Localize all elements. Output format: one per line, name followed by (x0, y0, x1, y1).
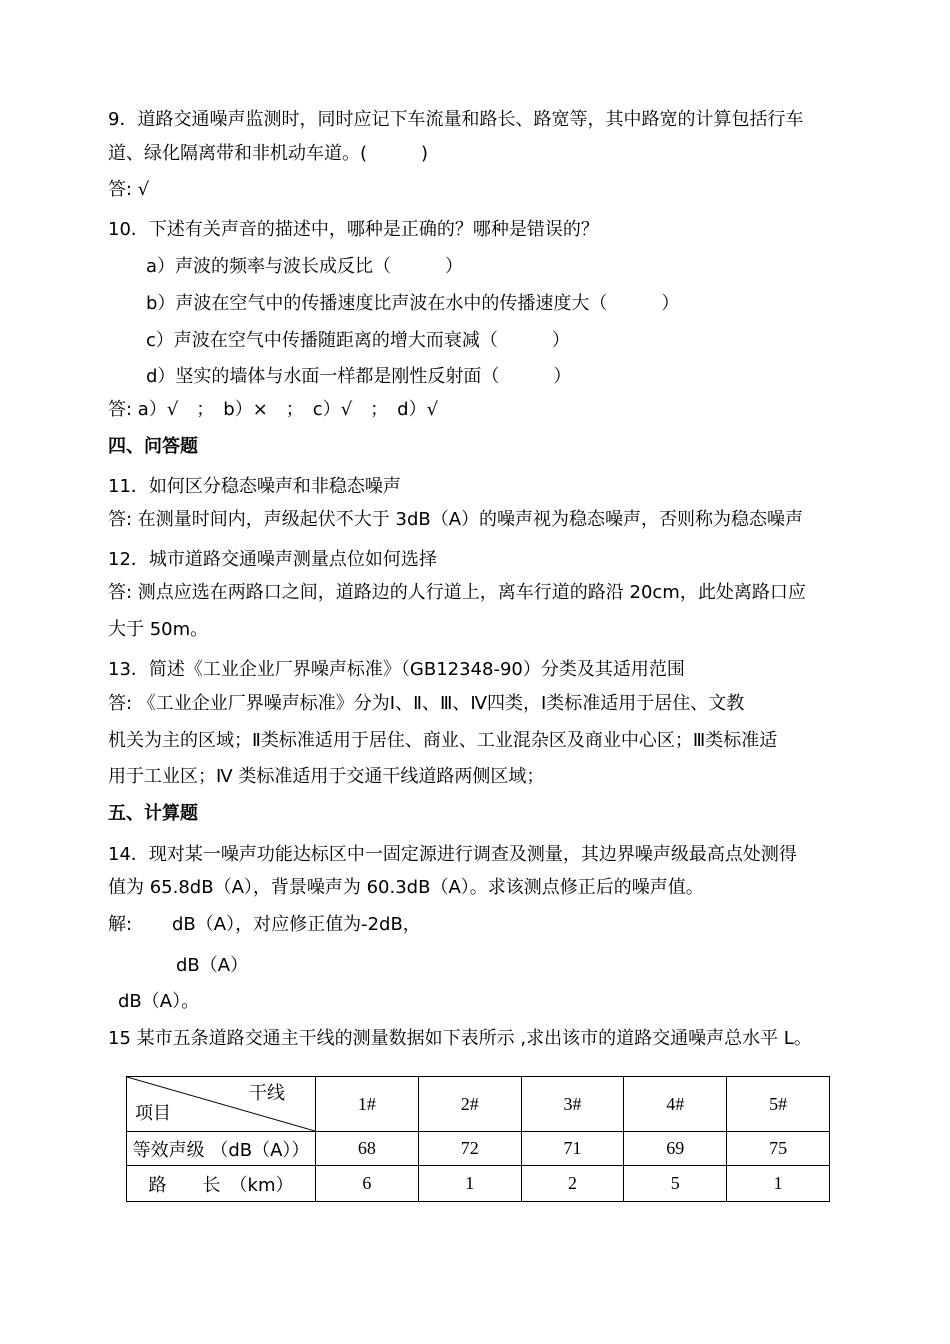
q14-solution-step2: dB（A） (176, 955, 249, 976)
section-heading-4: 四、问答题 (108, 436, 198, 457)
column-header: 4# (624, 1077, 727, 1132)
q12-question: 12．城市道路交通噪声测量点位如何选择 (108, 549, 437, 570)
q14-solution-label: 解: (108, 914, 133, 935)
table-cell: 72 (418, 1132, 521, 1166)
table-row (127, 1132, 830, 1166)
q10-question: 10．下述有关声音的描述中，哪种是正确的？哪种是错误的？ (108, 219, 599, 240)
table-cell: 2 (521, 1166, 624, 1202)
q10-option-b: b）声波在空气中的传播速度比声波在水中的传播速度大（ ） (146, 293, 680, 314)
q10-option-c: c）声波在空气中传播随距离的增大而衰减（ ） (146, 330, 570, 351)
q14-solution-step1: dB（A），对应修正值为-2dB， (172, 914, 421, 935)
q13-answer-line1: 答: 《工业企业厂界噪声标准》分为Ⅰ、Ⅱ、Ⅲ、Ⅳ四类，Ⅰ类标准适用于居住、文教 (108, 693, 745, 714)
q10-option-a: a）声波的频率与波长成反比（ ） (146, 256, 464, 277)
row-label: 等效声级 （dB（A）） (127, 1132, 316, 1166)
column-header: 5# (727, 1077, 830, 1132)
table-corner-cell (127, 1077, 316, 1132)
table-cell: 69 (624, 1132, 727, 1166)
table-cell: 1 (418, 1166, 521, 1202)
q9-line2: 道、绿化隔离带和非机动车道。( ) (108, 143, 429, 164)
road-noise-table (126, 1076, 830, 1202)
table-cell: 68 (316, 1132, 419, 1166)
q14-line1: 14．现对某一噪声功能达标区中一固定源进行调查及测量，其边界噪声级最高点处测得 (108, 844, 797, 865)
table-cell: 6 (316, 1166, 419, 1202)
q9-line1: 9．道路交通噪声监测时，同时应记下车流量和路长、路宽等，其中路宽的计算包括行车 (108, 109, 804, 130)
table-row (127, 1166, 830, 1202)
q13-question: 13．简述《工业企业厂界噪声标准》（GB12348-90）分类及其适用范围 (108, 659, 685, 680)
q13-answer-line3: 用于工业区；Ⅳ 类标准适用于交通干线道路两侧区域； (108, 766, 545, 787)
table-header-row (127, 1077, 830, 1132)
header-trunk-label: 干线 (249, 1083, 285, 1104)
header-item-label: 项目 (135, 1103, 171, 1124)
table-cell: 5 (624, 1166, 727, 1202)
column-header: 1# (316, 1077, 419, 1132)
column-header: 3# (521, 1077, 624, 1132)
table-cell: 71 (521, 1132, 624, 1166)
q11-question: 11．如何区分稳态噪声和非稳态噪声 (108, 476, 401, 497)
q11-answer: 答: 在测量时间内，声级起伏不大于 3dB（A）的噪声视为稳态噪声，否则称为稳态噪声 (108, 509, 804, 530)
column-header: 2# (418, 1077, 521, 1132)
table-cell: 75 (727, 1132, 830, 1166)
table-cell: 1 (727, 1166, 830, 1202)
row-label: 路 长 （km） (127, 1166, 316, 1202)
q10-option-d: d）坚实的墙体与水面一样都是刚性反射面（ ） (146, 366, 572, 387)
section-heading-5: 五、计算题 (108, 803, 198, 824)
q12-answer-line2: 大于 50m。 (108, 619, 209, 640)
q12-answer-line1: 答: 测点应选在两路口之间，道路边的人行道上，离车行道的路沿 20cm，此处离路口应 (108, 582, 806, 603)
q13-answer-line2: 机关为主的区域；Ⅱ类标准适用于居住、商业、工业混杂区及商业中心区；Ⅲ类标准适 (108, 730, 778, 751)
q15-question: 15 某市五条道路交通主干线的测量数据如下表所示 ,求出该市的道路交通噪声总水平 L。 (108, 1028, 812, 1049)
q14-line2: 值为 65.8dB（A），背景噪声为 60.3dB（A）。求该测点修正后的噪声值。 (108, 877, 704, 898)
q14-solution-step3: dB（A）。 (118, 991, 200, 1012)
q10-answer: 答: a）√ ； b）× ； c）√ ； d）√ (108, 399, 439, 420)
q9-answer: 答: √ (108, 179, 150, 200)
